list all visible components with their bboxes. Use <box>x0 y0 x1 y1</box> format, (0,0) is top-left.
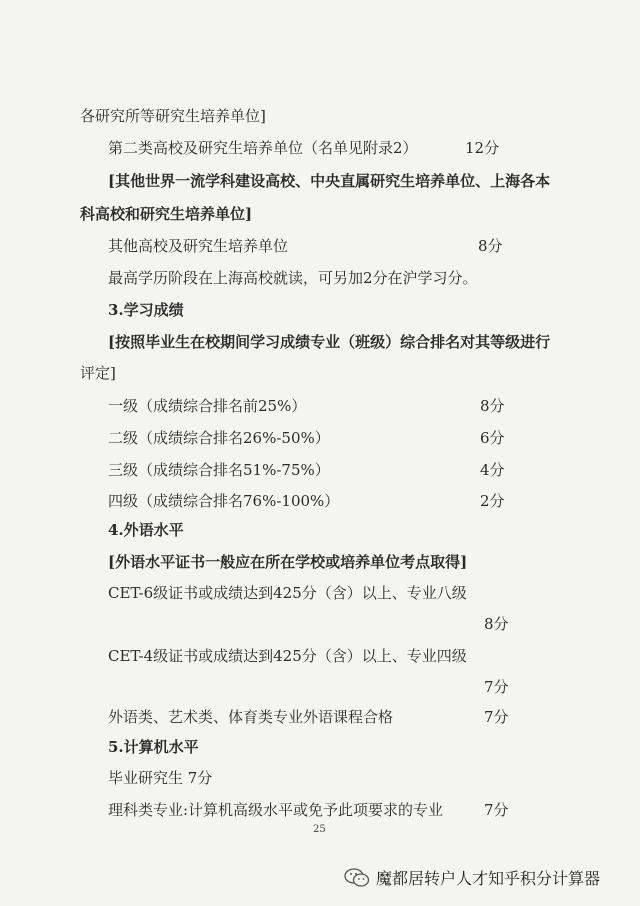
text-line: [外语水平证书一般应在所在学校或培养单位考点取得] <box>108 553 468 571</box>
section-heading: 3.学习成绩 <box>108 301 184 319</box>
score: 8分 <box>478 237 503 255</box>
score: 2分 <box>480 492 505 510</box>
section-heading: 5.计算机水平 <box>108 738 199 756</box>
text-line: CET-4级证书或成绩达到425分（含）以上、专业四级 <box>108 647 467 665</box>
score: 7分 <box>484 801 509 819</box>
wechat-icon <box>344 868 370 888</box>
score: 7分 <box>484 708 509 726</box>
text-line: 毕业研究生 7分 <box>108 769 213 787</box>
grade-line: 四级（成绩综合排名76%-100%） <box>108 492 340 510</box>
grade-line: 三级（成绩综合排名51%-75%） <box>108 461 330 479</box>
watermark: 魔都居转户人才知乎积分计算器 <box>376 869 601 888</box>
score: 12分 <box>465 139 500 157</box>
text-line: 理科类专业:计算机高级水平或免予此项要求的专业 <box>108 801 444 819</box>
grade-line: 一级（成绩综合排名前25%） <box>108 397 307 415</box>
score: 8分 <box>480 397 505 415</box>
text-line: 其他高校及研究生培养单位 <box>108 237 289 255</box>
text-line: CET-6级证书或成绩达到425分（含）以上、专业八级 <box>108 584 467 602</box>
page-number: 25 <box>313 824 326 835</box>
score: 7分 <box>484 678 509 696</box>
section-heading: 4.外语水平 <box>108 521 184 539</box>
score: 8分 <box>484 615 509 633</box>
text-line: [按照毕业生在校期间学习成绩专业（班级）综合排名对其等级进行 <box>108 333 551 351</box>
text-line: 外语类、艺术类、体育类专业外语课程合格 <box>108 708 394 726</box>
text-line: 科高校和研究生培养单位] <box>80 205 253 223</box>
score: 4分 <box>480 461 505 479</box>
score: 6分 <box>480 429 505 447</box>
text-line: 最高学历阶段在上海高校就读，可另加2分在沪学习分。 <box>108 269 478 287</box>
text-line: [其他世界一流学科建设高校、中央直属研究生培养单位、上海各本 <box>108 172 551 190</box>
grade-line: 二级（成绩综合排名26%-50%） <box>108 429 330 447</box>
text-line: 各研究所等研究生培养单位] <box>80 107 266 125</box>
text-line: 评定] <box>80 364 116 382</box>
text-line: 第二类高校及研究生培养单位（名单见附录2） <box>108 139 418 157</box>
